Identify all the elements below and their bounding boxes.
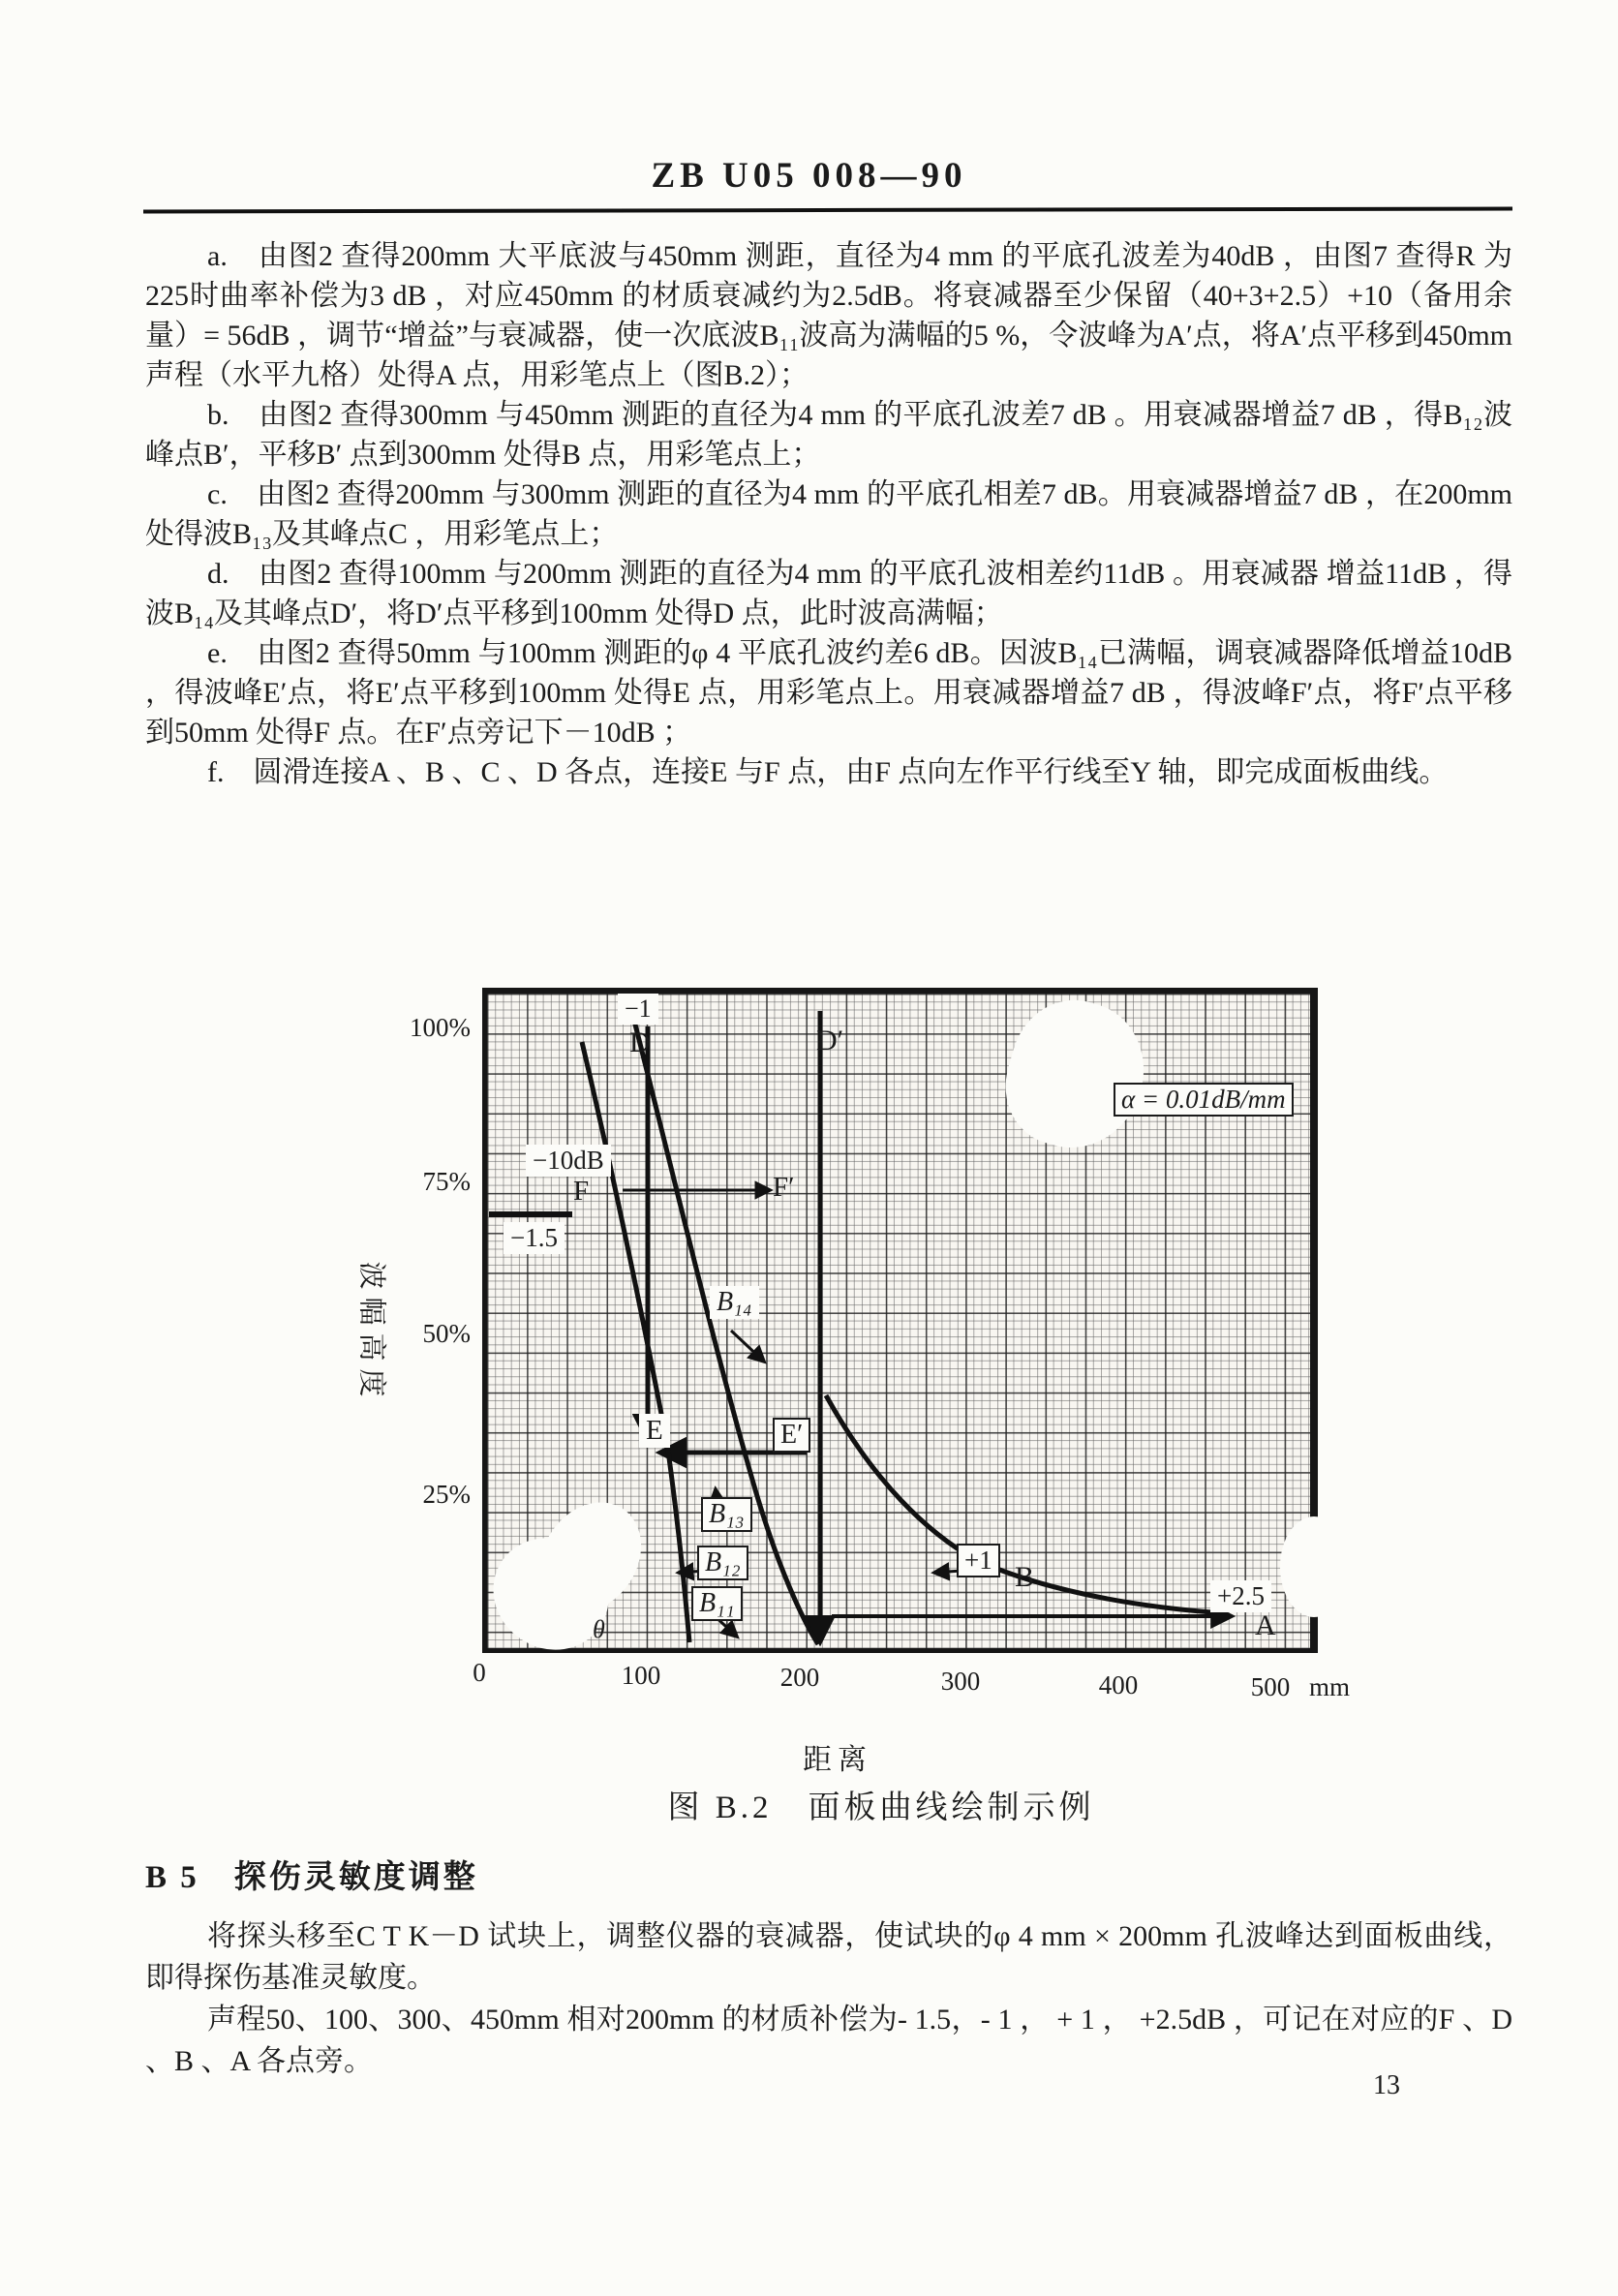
b14-pointer-arrow [731, 1331, 764, 1362]
annotation-attenuation: α = 0.01dB/mm [1114, 1083, 1294, 1117]
page-number: 13 [1373, 2070, 1400, 2100]
y-tick-75: 75% [422, 1167, 471, 1196]
annotation-minus1: −1 [618, 994, 658, 1025]
y-tick-50: 50% [422, 1319, 471, 1348]
x-tick-0: 0 [473, 1658, 486, 1687]
section-b5-heading: B 5 探伤灵敏度调整 [145, 1860, 478, 1895]
document-header: ZB U05 008—90 [651, 156, 967, 196]
point-label-f: F [573, 1176, 590, 1207]
echo-label-b12: B₁₂ [697, 1546, 748, 1580]
annotation-minus1-5: −1.5 [504, 1222, 565, 1254]
point-label-d: D [629, 1026, 651, 1058]
annotation-plus2-5: +2.5 [1210, 1580, 1271, 1612]
x-tick-500: 500 [1250, 1672, 1291, 1701]
paragraph-d: d. 由图2 查得100mm 与200mm 测距的直径为4 mm 的平底孔波相差约11dB 。用衰减器 增益11dB ，得波B₁₄及其峰点D′，将D′点平移到100mm 处得D 点，此时波高满幅； [145, 558, 1512, 629]
scan-artifact-blob-right [1280, 1516, 1348, 1617]
point-label-e: E [639, 1414, 670, 1448]
x-tick-400: 400 [1098, 1670, 1139, 1699]
paragraph-e: e. 由图2 查得50mm 与100mm 测距的φ 4 平底孔波约差6 dB。因波B₁₄已满幅，调衰减器降低增益10dB ，得波峰E′点，将E′点平移到100mm 处得E 点，用彩笔点上。用衰减器增益7 dB ，得波峰F′点，将F′点平移到50mm 处得F 点。在F′点旁记下－10dB ； [145, 637, 1512, 749]
section-b5-paragraphs [145, 1915, 1512, 2082]
annotation-minus10db: −10dB [526, 1145, 611, 1177]
point-label-dprime: D′ [816, 1025, 844, 1056]
paragraph-b: b. 由图2 查得300mm 与450mm 测距的直径为4 mm 的平底孔波差7 dB 。用衰减器增益7 dB ，得B₁₂波峰点B′，平移B′ 点到300mm 处得B 点，用彩笔点上； [145, 399, 1512, 471]
paragraph-a: a. 由图2 查得200mm 大平底波与450mm 测距，直径为4 mm 的平底孔波差为40dB ，由图7 查得R 为225时曲率补偿为3 dB ，对应450mm 的材质衰减约为2.5dB。将衰减器至少保留（40+3+2.5）+10（备用余量）= 56dB ，调节“增益”与衰减器，使一次底波B₁₁波高为满幅的5 %，令波峰为A′点，将A′点平移到450mm 声程（水平九格）处得A 点，用彩笔点上（图B.2）； [145, 240, 1512, 391]
point-label-fprime: F′ [773, 1172, 795, 1203]
theta-mark: θ [593, 1615, 605, 1643]
figure-caption: 图 B.2 面板曲线绘制示例 [667, 1791, 1095, 1825]
figure-x-axis-label: 距离 [803, 1744, 872, 1776]
echo-label-b11: B₁₁ [691, 1586, 743, 1621]
paragraph-c: c. 由图2 查得200mm 与300mm 测距的直径为4 mm 的平底孔相差7 dB。用衰减器增益7 dB ，在200mm 处得波B₁₃及其峰点C ，用彩笔点上； [145, 478, 1512, 550]
point-label-a: A [1255, 1609, 1276, 1641]
x-tick-100: 100 [621, 1661, 661, 1690]
annotation-plus1: +1 [957, 1544, 1000, 1577]
point-label-b: B [1015, 1561, 1035, 1593]
header-rule [143, 207, 1512, 214]
y-tick-25: 25% [422, 1480, 471, 1509]
point-label-eprime: E′ [773, 1418, 810, 1453]
echo-label-b14: B₁₄ [710, 1286, 759, 1319]
b5-paragraph-2: 声程50、100、300、450mm 相对200mm 的材质补偿为- 1.5，- 1 ， + 1 ， +2.5dB ，可记在对应的F 、D 、B 、A 各点旁。 [145, 2004, 1512, 2077]
paragraph-f: f. 圆滑连接A 、B 、C 、D 各点，连接E 与F 点，由F 点向左作平行线至Y 轴，即完成面板曲线。 [207, 756, 1449, 788]
x-axis-unit: mm [1309, 1672, 1351, 1701]
body-paragraphs [145, 236, 1512, 792]
echo-label-b13: B₁₃ [701, 1497, 752, 1532]
y-tick-100: 100% [410, 1013, 471, 1042]
b5-paragraph-1: 将探头移至C T K－D 试块上，调整仪器的衰减器，使试块的φ 4 mm × 200mm 孔波峰达到面板曲线，即得探伤基准灵敏度。 [145, 1920, 1512, 1994]
x-tick-300: 300 [940, 1667, 981, 1696]
figure-y-axis-label: 波幅高度 [355, 1261, 387, 1405]
x-tick-200: 200 [779, 1663, 820, 1692]
